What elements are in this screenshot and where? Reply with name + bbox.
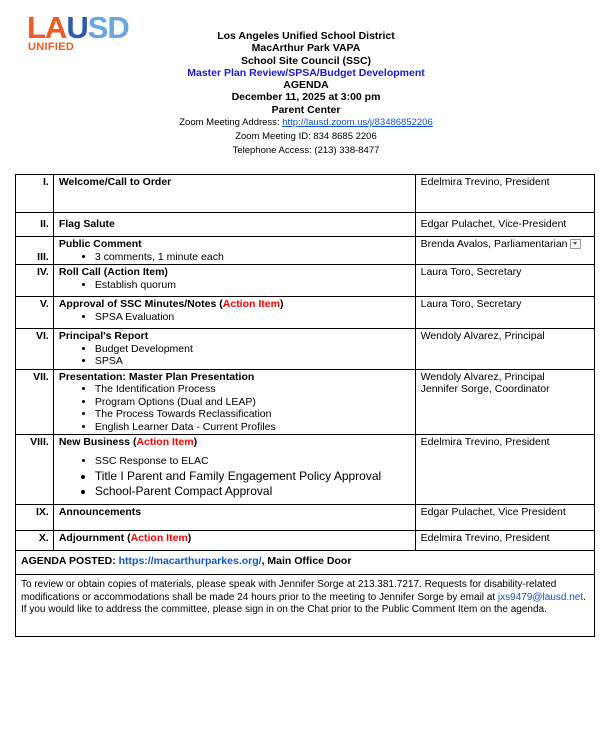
- item-number: IV.: [16, 265, 54, 297]
- zoom-address: Zoom Meeting Address: http://lausd.zoom.us/j/83486852206: [179, 117, 433, 129]
- bullet-item: • School-Parent Compact Approval: [95, 484, 410, 499]
- item-presenter: Edelmira Trevino, President: [415, 435, 594, 505]
- item-presenter: Edgar Pulachet, Vice-President: [415, 213, 594, 237]
- district-name: Los Angeles Unified School District: [217, 30, 395, 42]
- bullet-item: • Program Options (Dual and LEAP): [95, 396, 410, 409]
- posted-link[interactable]: https://macarthurparkes.org/: [118, 555, 262, 567]
- item-number: III.: [16, 237, 54, 265]
- item-number: X.: [16, 531, 54, 551]
- bullet-item: • Establish quorum: [95, 279, 410, 292]
- item-title: Adjournment (Action Item): [58, 532, 192, 544]
- agenda-row: [16, 505, 595, 531]
- item-number: V.: [16, 297, 54, 329]
- action-item-label: Action Item: [130, 532, 188, 544]
- item-title: New Business (Action Item): [58, 436, 198, 448]
- zoom-meeting-id: Zoom Meeting ID: 834 8685 2206: [235, 131, 377, 143]
- agenda-posted-row: [16, 551, 595, 575]
- item-title: Flag Salute: [58, 218, 115, 230]
- school-name: MacArthur Park VAPA: [251, 42, 361, 55]
- action-item-label: Action Item: [222, 298, 280, 310]
- agenda-posted-label: AGENDA POSTED:: [21, 555, 119, 567]
- bullet-item: • Title I Parent and Family Engagement Policy Approval: [95, 469, 410, 484]
- item-title: Presentation: Master Plan Presentation: [58, 370, 255, 383]
- agenda-table: [15, 174, 595, 637]
- meeting-date: December 11, 2025 at 3:00 pm: [231, 91, 381, 104]
- item-presenter: Jennifer Sorge, Coordinator: [420, 383, 550, 395]
- logo-wordmark: LAUSD: [27, 10, 129, 45]
- item-number: IX.: [16, 505, 54, 531]
- agenda-row: [16, 531, 595, 551]
- dropdown-icon[interactable]: [570, 239, 581, 249]
- bullet-item: • SPSA Evaluation: [95, 311, 410, 324]
- meeting-subtitle: Master Plan Review/SPSA/Budget Development: [187, 66, 425, 79]
- logo-subtitle: UNIFIED: [28, 41, 75, 53]
- council-name: School Site Council (SSC): [240, 54, 372, 67]
- item-number: VI.: [16, 329, 54, 370]
- item-bullets: [59, 251, 410, 264]
- item-number: VII.: [16, 369, 54, 435]
- item-bullets: [59, 343, 410, 368]
- bullet-item: • Budget Development: [95, 343, 410, 356]
- agenda-row: [16, 175, 595, 213]
- item-number: I.: [16, 175, 54, 213]
- item-title: Approval of SSC Minutes/Notes (Action Item): [58, 298, 284, 310]
- agenda-row: [16, 435, 595, 505]
- bullet-item: • SSC Response to ELAC: [95, 454, 410, 469]
- agenda-title: AGENDA: [283, 79, 329, 92]
- bullet-item: • The Identification Process: [95, 383, 410, 396]
- action-item-label: Action Item: [136, 436, 194, 448]
- item-presenter: Wendoly Alvarez, Principal: [420, 370, 545, 383]
- item-presenter: Edelmira Trevino, President: [415, 531, 594, 551]
- bullet-item: • SPSA: [95, 355, 410, 368]
- item-bullets: [59, 311, 410, 324]
- meeting-location: Parent Center: [271, 103, 341, 116]
- agenda-row: [16, 297, 595, 329]
- item-number: VIII.: [16, 435, 54, 505]
- item-bullets: [59, 279, 410, 292]
- item-presenter: Edgar Pulachet, Vice President: [415, 505, 594, 531]
- item-presenter: Laura Toro, Secretary: [415, 297, 594, 329]
- bullet-item: • 3 comments, 1 minute each: [95, 251, 410, 264]
- notice-text: To review or obtain copies of materials, please speak with Jennifer Sorge at 213.381.7217. Requests for disability-related modifications or accommodations shall be made 24 hours prior to the meeting to Jennifer Sorge by email at: [21, 579, 557, 603]
- email-link[interactable]: jxs9479@lausd.net: [497, 591, 584, 603]
- item-presenter: Wendoly Alvarez, Principal: [415, 329, 594, 370]
- telephone-access: Telephone Access: (213) 338-8477: [232, 145, 380, 157]
- item-presenter: Edelmira Trevino, President: [415, 175, 594, 213]
- agenda-row: [16, 329, 595, 370]
- bullet-item: • English Learner Data - Current Profiles: [95, 421, 410, 434]
- agenda-row: [16, 265, 595, 297]
- item-title: Welcome/Call to Order: [58, 176, 172, 188]
- agenda-row: [16, 369, 595, 435]
- bullet-item: • The Process Towards Reclassification: [95, 408, 410, 421]
- agenda-header: [0, 30, 612, 158]
- zoom-link[interactable]: http://lausd.zoom.us/j/83486852206: [282, 117, 433, 129]
- notice-row: [16, 575, 595, 637]
- item-presenter: Laura Toro, Secretary: [415, 265, 594, 297]
- item-title: Public Comment: [58, 238, 142, 250]
- agenda-row: [16, 237, 595, 265]
- item-number: II.: [16, 213, 54, 237]
- item-presenter: Brenda Avalos, Parliamentarian: [420, 238, 568, 250]
- item-bullets: [59, 454, 410, 499]
- notice-text-end: . If you would like to address the committee, please sign in on the Chat prior to the Public Comment Item on the agenda.: [21, 591, 586, 615]
- item-title: Roll Call (Action Item): [58, 266, 168, 278]
- item-bullets: [59, 383, 410, 433]
- item-title: Principal's Report: [58, 330, 149, 342]
- agenda-row: [16, 213, 595, 237]
- item-title: Announcements: [58, 506, 142, 518]
- posted-location: , Main Office Door: [261, 555, 352, 567]
